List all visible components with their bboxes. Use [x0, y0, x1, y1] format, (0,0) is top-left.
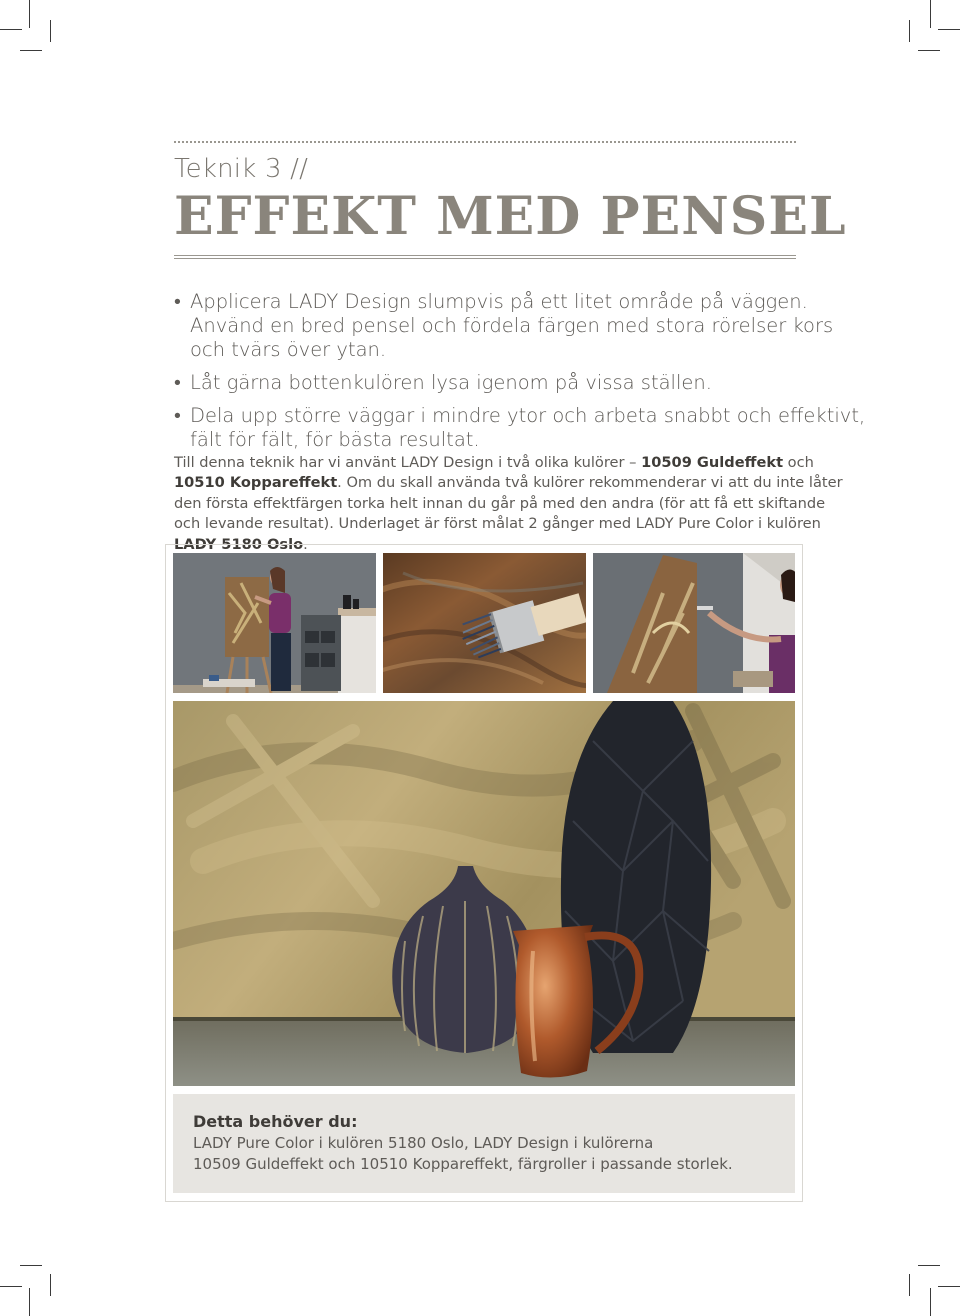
page-title: EFFEKT MED PENSEL — [174, 186, 847, 247]
photo-woman-painting-easel — [173, 553, 376, 693]
requirements-line: LADY Pure Color i kulören 5180 Oslo, LADY Design i kulörerna — [193, 1134, 654, 1152]
list-item: • Dela upp större väggar i mindre ytor och arbeta snabbt och effektivt, fält för fält, för bästa resultat. — [174, 404, 874, 452]
intro-paragraph — [174, 453, 854, 555]
list-item: • Applicera LADY Design slumpvis på ett litet område på väggen. Använd en bred pensel och fördela färgen med stora rörelser kors och tvärs över ytan. — [174, 290, 874, 362]
intro-text: . — [303, 535, 308, 553]
requirements-heading: Detta behöver du: — [193, 1112, 358, 1131]
photo-woman-painting-panel — [593, 553, 795, 693]
title-rule — [174, 255, 796, 259]
photo-brush-closeup — [383, 553, 586, 693]
color-name-copper: 10510 Koppareffekt — [174, 474, 338, 492]
intro-text: . Om du skall använda två kulörer rekommenderar vi att du inte låter den första effektfärgen torka helt innan du går på med den andra (för att få ett skiftande och levande resultat). Underlaget är först målat 2 gånger med LADY Pure Color i kulören — [174, 474, 843, 533]
instruction-list — [174, 290, 874, 461]
photo-vases-gold-wall — [173, 701, 795, 1086]
color-name-oslo: LADY 5180 Oslo — [174, 535, 304, 553]
section-kicker: Teknik 3 // — [174, 154, 309, 184]
dotted-divider — [174, 141, 796, 143]
requirements-box — [173, 1094, 795, 1193]
intro-text: Till denna teknik har vi använt LADY Design i två olika kulörer – — [174, 454, 642, 471]
color-name-gold: 10509 Guldeffekt — [641, 454, 784, 471]
requirements-line: 10509 Guldeffekt och 10510 Koppareffekt, färgroller i passande storlek. — [193, 1155, 733, 1173]
intro-text: och — [783, 454, 814, 471]
list-item: • Låt gärna bottenkulören lysa igenom på vissa ställen. — [174, 371, 874, 395]
